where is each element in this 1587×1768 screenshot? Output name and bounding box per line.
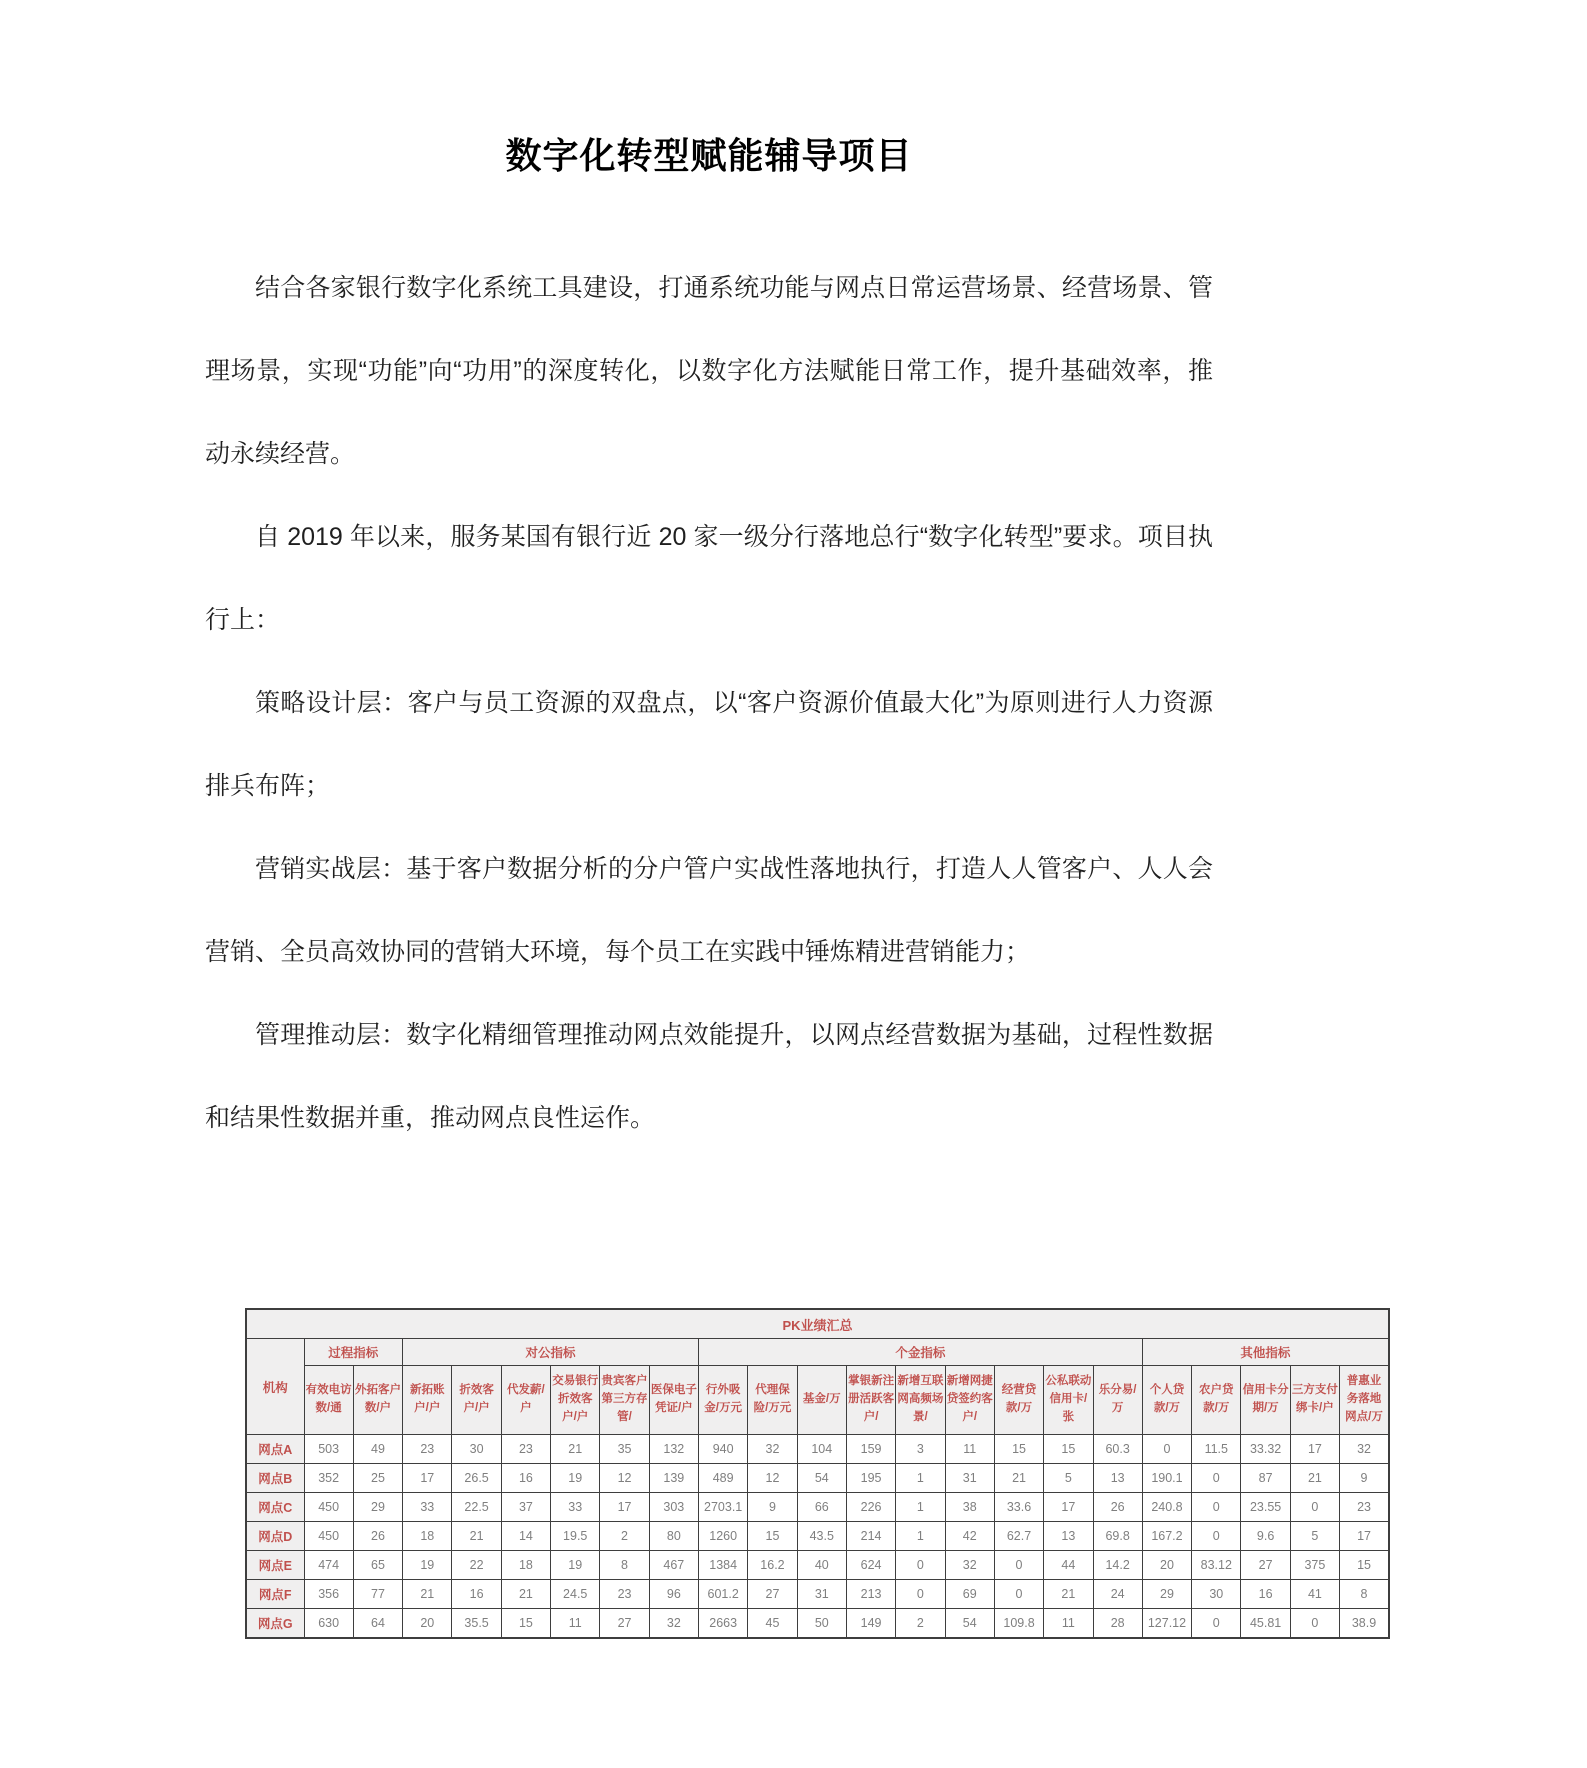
table-cell: 9	[1340, 1464, 1389, 1493]
table-cell: 624	[846, 1551, 895, 1580]
column-header-5: 代发薪/户	[501, 1366, 550, 1435]
table-cell: 66	[797, 1493, 846, 1522]
table-cell: 18	[501, 1551, 550, 1580]
table-cell: 20	[403, 1609, 452, 1639]
table-cell: 0	[1142, 1435, 1191, 1464]
table-cell: 27	[600, 1609, 649, 1639]
table-cell: 23	[600, 1580, 649, 1609]
row-label: 网点F	[246, 1580, 304, 1609]
column-header-16: 公私联动信用卡/张	[1044, 1366, 1093, 1435]
paragraph-3: 策略设计层：客户与员工资源的双盘点，以“客户资源价值最大化”为原则进行人力资源排兵布阵；	[205, 689, 1213, 800]
table-cell: 0	[896, 1551, 945, 1580]
table-cell: 0	[1290, 1493, 1339, 1522]
row-label: 网点G	[246, 1609, 304, 1639]
paragraph-1: 结合各家银行数字化系统工具建设，打通系统功能与网点日常运营场景、经营场景、管理场景，实现“功能”向“功用”的深度转化，以数字化方法赋能日常工作，提升基础效率，推动永续经营。	[205, 274, 1213, 468]
table-cell: 16	[1241, 1580, 1290, 1609]
table-cell: 195	[846, 1464, 895, 1493]
table-cell: 21	[501, 1580, 550, 1609]
table-cell: 17	[1044, 1493, 1093, 1522]
table-cell: 31	[797, 1580, 846, 1609]
table-cell: 940	[699, 1435, 748, 1464]
table-cell: 22.5	[452, 1493, 501, 1522]
table-cell: 40	[797, 1551, 846, 1580]
table-cell: 18	[403, 1522, 452, 1551]
table-cell: 11.5	[1192, 1435, 1241, 1464]
table-cell: 87	[1241, 1464, 1290, 1493]
column-header-6: 交易银行折效客户/户	[551, 1366, 600, 1435]
table-cell: 29	[353, 1493, 402, 1522]
table-cell: 1	[896, 1464, 945, 1493]
table-cell: 127.12	[1142, 1609, 1191, 1639]
table-cell: 23.55	[1241, 1493, 1290, 1522]
table-cell: 77	[353, 1580, 402, 1609]
table-cell: 21	[1290, 1464, 1339, 1493]
table-cell: 1	[896, 1522, 945, 1551]
table-cell: 601.2	[699, 1580, 748, 1609]
column-header-9: 行外吸金/万元	[699, 1366, 748, 1435]
column-header-10: 代理保险/万元	[748, 1366, 797, 1435]
table-cell: 14.2	[1093, 1551, 1142, 1580]
group-header-1: 过程指标	[304, 1339, 403, 1366]
table-cell: 190.1	[1142, 1464, 1191, 1493]
row-label: 网点A	[246, 1435, 304, 1464]
table-cell: 15	[994, 1435, 1043, 1464]
table-cell: 109.8	[994, 1609, 1043, 1639]
column-header-2: 外拓客户数/户	[353, 1366, 402, 1435]
group-header-4: 其他指标	[1142, 1339, 1389, 1366]
group-header-3: 个金指标	[699, 1339, 1143, 1366]
row-label: 网点D	[246, 1522, 304, 1551]
table-cell: 22	[452, 1551, 501, 1580]
table-cell: 30	[452, 1435, 501, 1464]
table-cell: 3	[896, 1435, 945, 1464]
group-header-2: 对公指标	[403, 1339, 699, 1366]
table-cell: 167.2	[1142, 1522, 1191, 1551]
table-cell: 213	[846, 1580, 895, 1609]
table-cell: 139	[649, 1464, 698, 1493]
table-cell: 69	[945, 1580, 994, 1609]
table-cell: 29	[1142, 1580, 1191, 1609]
table-cell: 60.3	[1093, 1435, 1142, 1464]
table-cell: 0	[1192, 1464, 1241, 1493]
column-header-8: 医保电子凭证/户	[649, 1366, 698, 1435]
table-cell: 31	[945, 1464, 994, 1493]
row-label: 网点B	[246, 1464, 304, 1493]
paragraph-2: 自 2019 年以来，服务某国有银行近 20 家一级分行落地总行“数字化转型”要求。项目执行上：	[205, 523, 1213, 634]
table-row	[246, 1580, 1389, 1609]
table-cell: 9.6	[1241, 1522, 1290, 1551]
table-cell: 44	[1044, 1551, 1093, 1580]
table-cell: 38	[945, 1493, 994, 1522]
table-cell: 33.32	[1241, 1435, 1290, 1464]
table-row	[246, 1522, 1389, 1551]
paragraph-4: 营销实战层：基于客户数据分析的分户管户实战性落地执行，打造人人管客户、人人会营销、全员高效协同的营销大环境，每个员工在实践中锤炼精进营销能力；	[205, 855, 1213, 966]
table-cell: 356	[304, 1580, 353, 1609]
table-cell: 32	[1340, 1435, 1389, 1464]
body-text	[205, 247, 1213, 1160]
table-cell: 8	[1340, 1580, 1389, 1609]
table-cell: 17	[403, 1464, 452, 1493]
table-cell: 33.6	[994, 1493, 1043, 1522]
table-cell: 21	[994, 1464, 1043, 1493]
table-cell: 38.9	[1340, 1609, 1389, 1639]
table-cell: 15	[748, 1522, 797, 1551]
table-cell: 214	[846, 1522, 895, 1551]
table-cell: 5	[1290, 1522, 1339, 1551]
org-column-header: 机构	[246, 1339, 304, 1435]
table-cell: 42	[945, 1522, 994, 1551]
table-cell: 27	[748, 1580, 797, 1609]
table-cell: 0	[1192, 1609, 1241, 1639]
table-cell: 33	[551, 1493, 600, 1522]
table-cell: 5	[1044, 1464, 1093, 1493]
table-cell: 0	[1290, 1609, 1339, 1639]
table-cell: 149	[846, 1609, 895, 1639]
table-cell: 1	[896, 1493, 945, 1522]
table-cell: 1384	[699, 1551, 748, 1580]
column-header-21: 三方支付绑卡/户	[1290, 1366, 1339, 1435]
table-cell: 16.2	[748, 1551, 797, 1580]
table-cell: 37	[501, 1493, 550, 1522]
table-cell: 50	[797, 1609, 846, 1639]
table-cell: 20	[1142, 1551, 1191, 1580]
column-header-4: 折效客户/户	[452, 1366, 501, 1435]
table-cell: 26.5	[452, 1464, 501, 1493]
column-header-row	[246, 1366, 1389, 1435]
pk-performance-table	[245, 1308, 1390, 1639]
table-cell: 503	[304, 1435, 353, 1464]
table-cell: 28	[1093, 1609, 1142, 1639]
table-cell: 26	[1093, 1493, 1142, 1522]
table-cell: 25	[353, 1464, 402, 1493]
table-cell: 41	[1290, 1580, 1339, 1609]
document-body	[205, 0, 1213, 1160]
table-cell: 450	[304, 1522, 353, 1551]
table-cell: 24	[1093, 1580, 1142, 1609]
column-header-20: 信用卡分期/万	[1241, 1366, 1290, 1435]
table-title: PK业绩汇总	[246, 1309, 1389, 1339]
table-cell: 23	[403, 1435, 452, 1464]
table-cell: 489	[699, 1464, 748, 1493]
table-cell: 12	[748, 1464, 797, 1493]
table-cell: 54	[797, 1464, 846, 1493]
table-cell: 12	[600, 1464, 649, 1493]
table-row	[246, 1464, 1389, 1493]
table-row	[246, 1493, 1389, 1522]
table-cell: 35.5	[452, 1609, 501, 1639]
table-cell: 69.8	[1093, 1522, 1142, 1551]
table-cell: 35	[600, 1435, 649, 1464]
table-cell: 21	[403, 1580, 452, 1609]
table-cell: 2	[896, 1609, 945, 1639]
table-cell: 80	[649, 1522, 698, 1551]
table-cell: 54	[945, 1609, 994, 1639]
table-cell: 43.5	[797, 1522, 846, 1551]
column-header-12: 掌银新注册活跃客户/	[846, 1366, 895, 1435]
table-cell: 11	[945, 1435, 994, 1464]
table-cell: 45	[748, 1609, 797, 1639]
column-header-13: 新增互联网高频场景/	[896, 1366, 945, 1435]
table-cell: 1260	[699, 1522, 748, 1551]
table-cell: 16	[501, 1464, 550, 1493]
table-cell: 17	[1340, 1522, 1389, 1551]
table-cell: 26	[353, 1522, 402, 1551]
column-header-7: 贵宾客户第三方存管/	[600, 1366, 649, 1435]
column-header-19: 农户贷款/万	[1192, 1366, 1241, 1435]
table-cell: 65	[353, 1551, 402, 1580]
table-cell: 0	[896, 1580, 945, 1609]
table-cell: 0	[994, 1580, 1043, 1609]
table-cell: 15	[1340, 1551, 1389, 1580]
column-header-14: 新增网捷贷签约客户/	[945, 1366, 994, 1435]
table-cell: 19	[551, 1464, 600, 1493]
table-cell: 226	[846, 1493, 895, 1522]
table-cell: 24.5	[551, 1580, 600, 1609]
table-cell: 630	[304, 1609, 353, 1639]
pk-table-container	[245, 1308, 1390, 1639]
table-cell: 45.81	[1241, 1609, 1290, 1639]
table-cell: 16	[452, 1580, 501, 1609]
table-cell: 14	[501, 1522, 550, 1551]
table-cell: 467	[649, 1551, 698, 1580]
table-cell: 159	[846, 1435, 895, 1464]
table-cell: 474	[304, 1551, 353, 1580]
table-cell: 11	[551, 1609, 600, 1639]
table-cell: 15	[501, 1609, 550, 1639]
table-cell: 96	[649, 1580, 698, 1609]
table-cell: 240.8	[1142, 1493, 1191, 1522]
table-cell: 32	[649, 1609, 698, 1639]
column-header-18: 个人贷款/万	[1142, 1366, 1191, 1435]
table-cell: 15	[1044, 1435, 1093, 1464]
column-header-17: 乐分易/万	[1093, 1366, 1142, 1435]
table-cell: 62.7	[994, 1522, 1043, 1551]
table-row	[246, 1609, 1389, 1639]
table-cell: 0	[1192, 1493, 1241, 1522]
column-header-1: 有效电访数/通	[304, 1366, 353, 1435]
table-cell: 49	[353, 1435, 402, 1464]
table-cell: 2663	[699, 1609, 748, 1639]
table-cell: 32	[945, 1551, 994, 1580]
table-cell: 2	[600, 1522, 649, 1551]
row-label: 网点C	[246, 1493, 304, 1522]
table-cell: 352	[304, 1464, 353, 1493]
table-row	[246, 1435, 1389, 1464]
table-cell: 9	[748, 1493, 797, 1522]
row-label: 网点E	[246, 1551, 304, 1580]
document-title: 数字化转型赋能辅导项目	[505, 135, 913, 176]
table-cell: 21	[1044, 1580, 1093, 1609]
table-cell: 13	[1093, 1464, 1142, 1493]
paragraph-5: 管理推动层：数字化精细管理推动网点效能提升，以网点经营数据为基础，过程性数据和结果性数据并重，推动网点良性运作。	[205, 1021, 1213, 1132]
table-cell: 33	[403, 1493, 452, 1522]
table-cell: 2703.1	[699, 1493, 748, 1522]
table-cell: 19	[403, 1551, 452, 1580]
table-cell: 21	[452, 1522, 501, 1551]
table-cell: 13	[1044, 1522, 1093, 1551]
table-cell: 375	[1290, 1551, 1339, 1580]
table-cell: 450	[304, 1493, 353, 1522]
table-cell: 30	[1192, 1580, 1241, 1609]
table-cell: 11	[1044, 1609, 1093, 1639]
table-cell: 104	[797, 1435, 846, 1464]
column-header-3: 新拓账户/户	[403, 1366, 452, 1435]
column-header-11: 基金/万	[797, 1366, 846, 1435]
table-cell: 23	[501, 1435, 550, 1464]
table-cell: 21	[551, 1435, 600, 1464]
column-header-22: 普惠业务落地网点/万	[1340, 1366, 1389, 1435]
table-cell: 19	[551, 1551, 600, 1580]
table-cell: 17	[600, 1493, 649, 1522]
table-cell: 132	[649, 1435, 698, 1464]
table-cell: 0	[1192, 1522, 1241, 1551]
table-cell: 83.12	[1192, 1551, 1241, 1580]
table-cell: 303	[649, 1493, 698, 1522]
table-cell: 8	[600, 1551, 649, 1580]
table-cell: 32	[748, 1435, 797, 1464]
table-cell: 17	[1290, 1435, 1339, 1464]
table-cell: 19.5	[551, 1522, 600, 1551]
table-cell: 0	[994, 1551, 1043, 1580]
column-header-15: 经营贷款/万	[994, 1366, 1043, 1435]
table-cell: 27	[1241, 1551, 1290, 1580]
group-header-row	[246, 1339, 1389, 1366]
table-cell: 64	[353, 1609, 402, 1639]
table-title-row	[246, 1309, 1389, 1339]
table-cell: 23	[1340, 1493, 1389, 1522]
table-row	[246, 1551, 1389, 1580]
